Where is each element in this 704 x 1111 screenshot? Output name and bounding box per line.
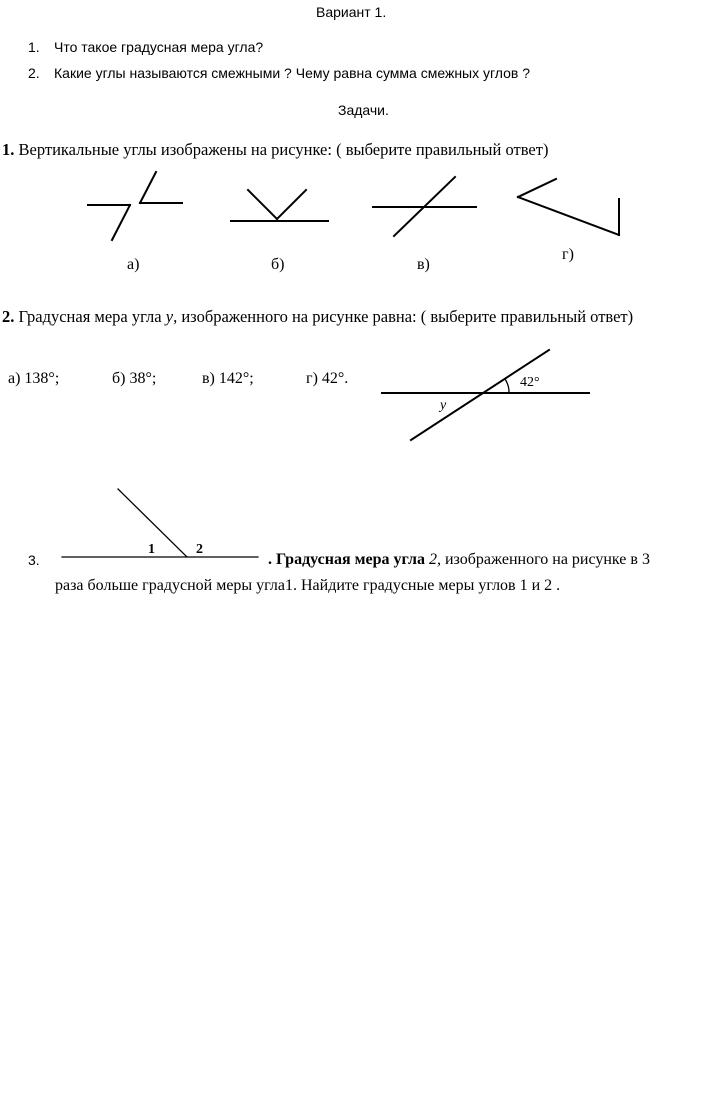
tasks-title: Задачи. [338,102,389,118]
answer-g: г) 42°. [306,370,349,387]
angle-1-label: 1 [148,542,155,557]
question-1-number: 1. [28,39,40,55]
task-2-variable: y [165,307,174,326]
angle-arc [505,379,509,393]
task-3-number: 3. [28,552,40,568]
question-2-number: 2. [28,65,40,81]
option-b: б) [271,256,285,273]
question-1-text: Что такое градусная мера угла? [54,39,264,55]
answer-b: б) 38°; [112,370,157,387]
task-3-angle-2: 2, [428,551,441,568]
task-3-line-1 [268,551,650,569]
angle-2-label: 2 [196,542,203,557]
task-2-number: 2. [2,307,15,326]
option-g: г) [562,246,574,263]
option-v: в) [417,256,430,273]
figure-a [88,172,182,240]
task-2-text [2,307,633,327]
option-a: а) [127,256,140,273]
task-2-figure [382,350,589,440]
figure-g [518,179,619,235]
task-2-statement-start: Градусная мера угла [14,307,166,326]
answer-v: в) 142°; [202,370,254,387]
figure-v [373,177,476,236]
task-3-statement-end: изображенного на рисунке в 3 [440,551,650,568]
task-3-line-2: раза больше градусной меры угла1. Найдите градусные меры углов 1 и 2 . [55,577,561,594]
angle-42-label: 42° [520,375,540,390]
task-3-statement-start: . Градусная мера угла [268,551,429,568]
task-1-statement: Вертикальные углы изображены на рисунке: ( выберите правильный ответ) [14,140,549,159]
task-2-statement-end: , изображенного на рисунке равна: ( выберите правильный ответ) [173,307,634,326]
task-3-figure [62,489,258,557]
answer-a: а) 138°; [8,370,60,387]
variant-title: Вариант 1. [316,4,387,20]
question-2-text: Какие углы называются смежными ? Чему равна сумма смежных углов ? [54,65,531,81]
figure-b [231,190,328,221]
angle-y-label: y [440,398,447,413]
task-1-number: 1. [2,140,15,159]
